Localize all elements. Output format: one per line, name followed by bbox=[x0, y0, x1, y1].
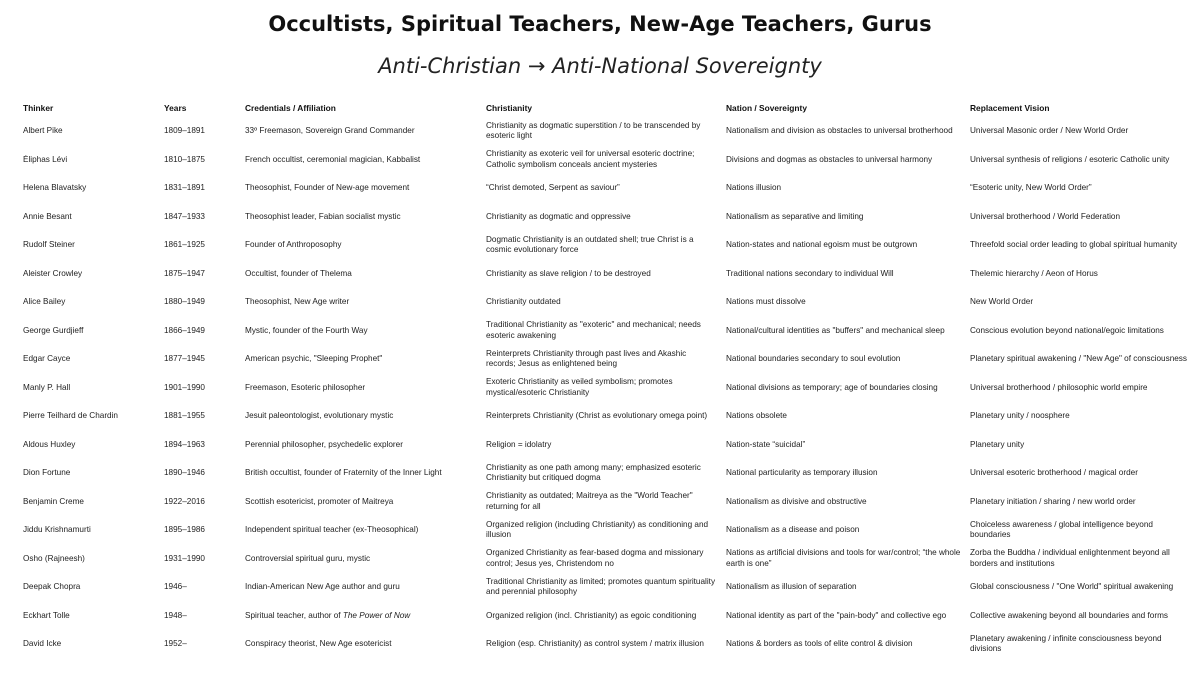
cell-years: 1831–1891 bbox=[164, 183, 205, 193]
cell-christianity: Christianity as dogmatic superstition / to be transcended by esoteric light bbox=[486, 120, 701, 141]
thinkers-table bbox=[23, 100, 1195, 687]
page-title: Occultists, Spiritual Teachers, New-Age Teachers, Gurus bbox=[268, 12, 932, 36]
cell-years: 1880–1949 bbox=[164, 297, 205, 307]
cell-vision: Zorba the Buddha / individual enlightenment beyond all borders and institutions bbox=[970, 548, 1170, 568]
cell-credentials: Founder of Anthroposophy bbox=[245, 240, 342, 250]
cell-years: 1881–1955 bbox=[164, 411, 205, 421]
cell-credentials: Spiritual teacher, author of The Power of Now bbox=[245, 610, 411, 620]
cell-years: 1847–1933 bbox=[164, 211, 205, 221]
cell-thinker: Edgar Cayce bbox=[23, 354, 71, 364]
cell-nation: Nationalism as separative and limiting bbox=[726, 211, 864, 221]
cell-christianity: Christianity as slave religion / to be destroyed bbox=[486, 268, 651, 278]
cell-thinker: David Icke bbox=[23, 639, 62, 649]
cell-credentials: Controversial spiritual guru, mystic bbox=[245, 553, 371, 563]
cell-vision: Collective awakening beyond all boundaries and forms bbox=[970, 610, 1168, 620]
page-subtitle: Anti-Christian → Anti-National Sovereignty bbox=[378, 54, 822, 78]
cell-christianity: Christianity as dogmatic and oppressive bbox=[486, 211, 631, 221]
cell-thinker: Rudolf Steiner bbox=[23, 240, 75, 250]
cell-vision: Planetary unity bbox=[970, 439, 1025, 449]
cell-years: 1952– bbox=[164, 639, 187, 649]
cell-credentials: British occultist, founder of Fraternity of the Inner Light bbox=[245, 468, 442, 478]
column-header: Christianity bbox=[486, 103, 533, 114]
cell-years: 1866–1949 bbox=[164, 325, 205, 335]
cell-vision: Universal synthesis of religions / esoteric Catholic unity bbox=[970, 154, 1170, 164]
cell-nation: Traditional nations secondary to individual Will bbox=[726, 268, 894, 278]
cell-vision: “Esoteric unity, New World Order” bbox=[970, 183, 1092, 193]
cell-thinker: Deepak Chopra bbox=[23, 582, 81, 592]
column-header: Credentials / Affiliation bbox=[245, 103, 336, 114]
cell-thinker: Aleister Crowley bbox=[23, 268, 83, 278]
cell-years: 1861–1925 bbox=[164, 240, 205, 250]
cell-credentials: Indian-American New Age author and guru bbox=[245, 582, 400, 592]
cell-credentials: Conspiracy theorist, New Age esotericist bbox=[245, 639, 392, 649]
cell-thinker: Dion Fortune bbox=[23, 468, 71, 478]
cell-thinker: George Gurdjieff bbox=[23, 325, 84, 335]
cell-nation: Nationalism as illusion of separation bbox=[726, 582, 857, 592]
cell-credentials: Theosophist, Founder of New-age movement bbox=[245, 183, 410, 193]
cell-vision: Planetary spiritual awakening / "New Age" of consciousness bbox=[970, 354, 1187, 364]
cell-vision: Global consciousness / "One World" spiritual awakening bbox=[970, 582, 1174, 592]
column-header: Replacement Vision bbox=[970, 103, 1050, 114]
cell-christianity: “Christ demoted, Serpent as saviour” bbox=[486, 183, 620, 193]
cell-nation: Nations must dissolve bbox=[726, 297, 806, 307]
column-header: Years bbox=[164, 103, 187, 114]
cell-vision: Planetary unity / noosphere bbox=[970, 411, 1070, 421]
cell-nation: Nations obsolete bbox=[726, 411, 787, 421]
cell-nation: Nation-states and national egoism must be outgrown bbox=[726, 240, 918, 250]
cell-christianity: Christianity outdated bbox=[486, 297, 561, 307]
cell-nation: National particularity as temporary illusion bbox=[726, 468, 878, 478]
cell-years: 1901–1990 bbox=[164, 382, 205, 392]
cell-thinker: Aldous Huxley bbox=[23, 439, 76, 449]
cell-christianity: Reinterprets Christianity through past lives and Akashic records; Jesus as enlightened being bbox=[486, 348, 687, 369]
cell-thinker: Pierre Teilhard de Chardin bbox=[23, 411, 118, 421]
cell-nation: National/cultural identities as "buffers" and mechanical sleep bbox=[726, 325, 945, 335]
cell-christianity: Traditional Christianity as "exoteric" and mechanical; needs esoteric awakening bbox=[486, 320, 701, 340]
cell-credentials: Perennial philosopher, psychedelic explorer bbox=[245, 439, 403, 449]
cell-nation: National boundaries secondary to soul evolution bbox=[726, 354, 901, 364]
cell-nation: National divisions as temporary; age of boundaries closing bbox=[726, 382, 938, 392]
cell-nation: Nations & borders as tools of elite control & division bbox=[726, 639, 913, 649]
cell-vision: Universal brotherhood / World Federation bbox=[970, 211, 1121, 221]
cell-credentials: 33º Freemason, Sovereign Grand Commander bbox=[245, 126, 415, 136]
cell-vision: Thelemic hierarchy / Aeon of Horus bbox=[970, 268, 1098, 278]
cell-thinker: Annie Besant bbox=[23, 211, 72, 221]
cell-years: 1877–1945 bbox=[164, 354, 205, 364]
cell-thinker: Jiddu Krishnamurti bbox=[23, 525, 91, 535]
cell-years: 1895–1986 bbox=[164, 525, 205, 535]
cell-nation: National identity as part of the "pain-body" and collective ego bbox=[726, 610, 947, 620]
cell-years: 1810–1875 bbox=[164, 154, 205, 164]
cell-credentials: Mystic, founder of the Fourth Way bbox=[245, 325, 368, 335]
cell-credentials: Occultist, founder of Thelema bbox=[245, 268, 352, 278]
cell-credentials: Theosophist, New Age writer bbox=[245, 297, 350, 307]
cell-christianity: Christianity as outdated; Maitreya as the "World Teacher" returning for all bbox=[486, 491, 693, 511]
cell-years: 1946– bbox=[164, 582, 187, 592]
cell-credentials: Freemason, Esoteric philosopher bbox=[245, 382, 366, 392]
cell-thinker: Éliphas Lévi bbox=[23, 154, 68, 164]
cell-years: 1809–1891 bbox=[164, 126, 205, 136]
column-header: Nation / Sovereignty bbox=[726, 103, 807, 114]
cell-nation: Nationalism and division as obstacles to universal brotherhood bbox=[726, 126, 953, 136]
cell-nation: Nations as artificial divisions and tools for war/control; “the whole earth is one” bbox=[726, 548, 961, 568]
cell-credentials: Independent spiritual teacher (ex-Theosophical) bbox=[245, 525, 419, 535]
cell-christianity: Exoteric Christianity as veiled symbolism; promotes mystical/esoteric Christianity bbox=[486, 377, 673, 397]
cell-thinker: Eckhart Tolle bbox=[23, 610, 70, 620]
cell-credentials: Jesuit paleontologist, evolutionary mystic bbox=[245, 411, 394, 421]
book-title: The Power of Now bbox=[342, 610, 411, 620]
cell-thinker: Osho (Rajneesh) bbox=[23, 553, 85, 563]
cell-nation: Nationalism as divisive and obstructive bbox=[726, 496, 867, 506]
cell-thinker: Alice Bailey bbox=[23, 297, 66, 307]
cell-vision: Planetary awakening / infinite consciousness beyond divisions bbox=[970, 633, 1162, 654]
cell-vision: Universal Masonic order / New World Order bbox=[970, 126, 1129, 136]
cell-nation: Nation-state “suicidal” bbox=[726, 439, 806, 449]
cell-christianity: Organized religion (incl. Christianity) as egoic conditioning bbox=[486, 610, 697, 620]
cell-vision: Conscious evolution beyond national/egoic limitations bbox=[970, 325, 1164, 335]
cell-christianity: Reinterprets Christianity (Christ as evolutionary omega point) bbox=[486, 411, 708, 421]
cell-vision: Universal esoteric brotherhood / magical order bbox=[970, 468, 1138, 478]
cell-years: 1894–1963 bbox=[164, 439, 205, 449]
cell-thinker: Benjamin Creme bbox=[23, 496, 84, 506]
cell-vision: Planetary initiation / sharing / new world order bbox=[970, 496, 1136, 506]
cell-credentials: Scottish esotericist, promoter of Maitreya bbox=[245, 496, 394, 506]
cell-credentials: American psychic, "Sleeping Prophet" bbox=[245, 354, 383, 364]
cell-christianity: Religion = idolatry bbox=[486, 439, 552, 449]
cell-years: 1948– bbox=[164, 610, 187, 620]
cell-vision: Choiceless awareness / global intelligence beyond boundaries bbox=[970, 519, 1153, 540]
cell-christianity: Traditional Christianity as limited; promotes quantum spirituality and perennial philosophy bbox=[486, 576, 716, 597]
cell-christianity: Christianity as one path among many; emphasized esoteric Christianity but critiqued dogma bbox=[486, 462, 701, 483]
cell-years: 1931–1990 bbox=[164, 553, 205, 563]
cell-thinker: Manly P. Hall bbox=[23, 382, 71, 392]
cell-years: 1922–2016 bbox=[164, 496, 205, 506]
cell-credentials: Theosophist leader, Fabian socialist mystic bbox=[245, 211, 401, 221]
cell-christianity: Christianity as exoteric veil for universal esoteric doctrine; Catholic symbolism conceals ancient mysteries bbox=[486, 149, 695, 169]
cell-christianity: Organized religion (including Christianity) as conditioning and illusion bbox=[486, 519, 709, 540]
cell-nation: Nationalism as a disease and poison bbox=[726, 525, 860, 535]
cell-christianity: Religion (esp. Christianity) as control system / matrix illusion bbox=[486, 639, 704, 649]
cell-years: 1890–1946 bbox=[164, 468, 205, 478]
cell-vision: Threefold social order leading to global spiritual humanity bbox=[970, 240, 1178, 250]
cell-christianity: Dogmatic Christianity is an outdated shell; true Christ is a cosmic evolutionary force bbox=[486, 234, 694, 255]
cell-vision: Universal brotherhood / philosophic world empire bbox=[970, 382, 1148, 392]
cell-credentials: French occultist, ceremonial magician, Kabbalist bbox=[245, 154, 421, 164]
cell-christianity: Organized Christianity as fear-based dogma and missionary control; Jesus yes, Christendom no bbox=[486, 548, 704, 568]
cell-vision: New World Order bbox=[970, 297, 1034, 307]
cell-thinker: Helena Blavatsky bbox=[23, 183, 87, 193]
cell-years: 1875–1947 bbox=[164, 268, 205, 278]
cell-nation: Divisions and dogmas as obstacles to universal harmony bbox=[726, 154, 933, 164]
cell-nation: Nations illusion bbox=[726, 183, 782, 193]
cell-thinker: Albert Pike bbox=[23, 126, 63, 136]
column-header: Thinker bbox=[23, 103, 54, 114]
